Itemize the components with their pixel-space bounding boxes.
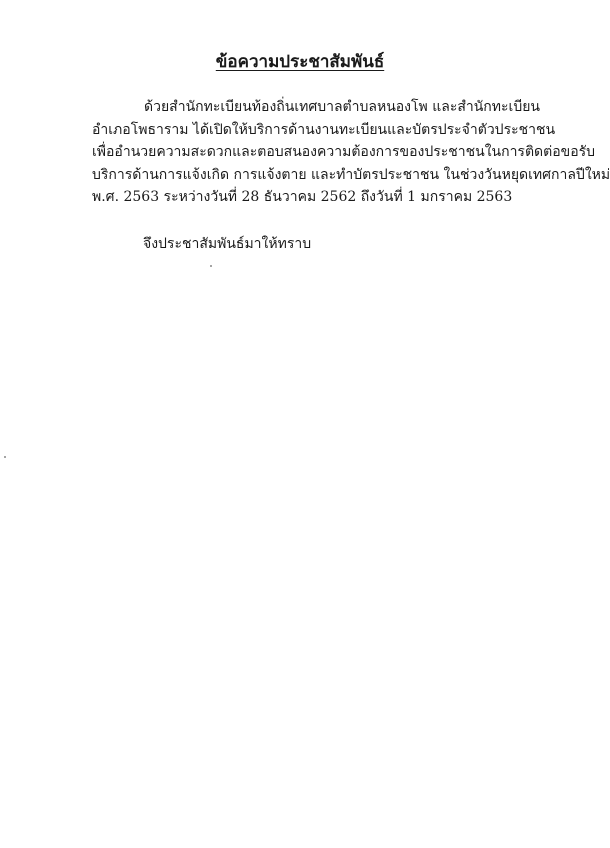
paragraph-line: บริการด้านการแจ้งเกิด การแจ้งตาย และทำบัตรประชาชน ในช่วงวันหยุดเทศกาลปีใหม่ (92, 166, 610, 183)
document-title: ข้อความประชาสัมพันธ์ (215, 52, 385, 72)
scan-speck (4, 456, 6, 458)
paragraph-line: เพื่ออำนวยความสะดวกและตอบสนองความต้องการของประชาชนในการติดต่อขอรับ (92, 144, 596, 160)
announcement-paragraph (92, 96, 610, 209)
closing-statement: จึงประชาสัมพันธ์มาให้ทราบ (143, 236, 312, 252)
paragraph-line: พ.ศ. 2563 ระหว่างวันที่ 28 ธันวาคม 2562 ถึงวันที่ 1 มกราคม 2563 (92, 189, 513, 205)
paragraph-line: ด้วยสำนักทะเบียนท้องถิ่นเทศบาลตำบลหนองโพ และสำนักทะเบียน (144, 99, 540, 115)
scan-speck (210, 265, 212, 267)
paragraph-line: อำเภอโพธาราม ได้เปิดให้บริการด้านงานทะเบียนและบัตรประจำตัวประชาชน (92, 121, 556, 138)
